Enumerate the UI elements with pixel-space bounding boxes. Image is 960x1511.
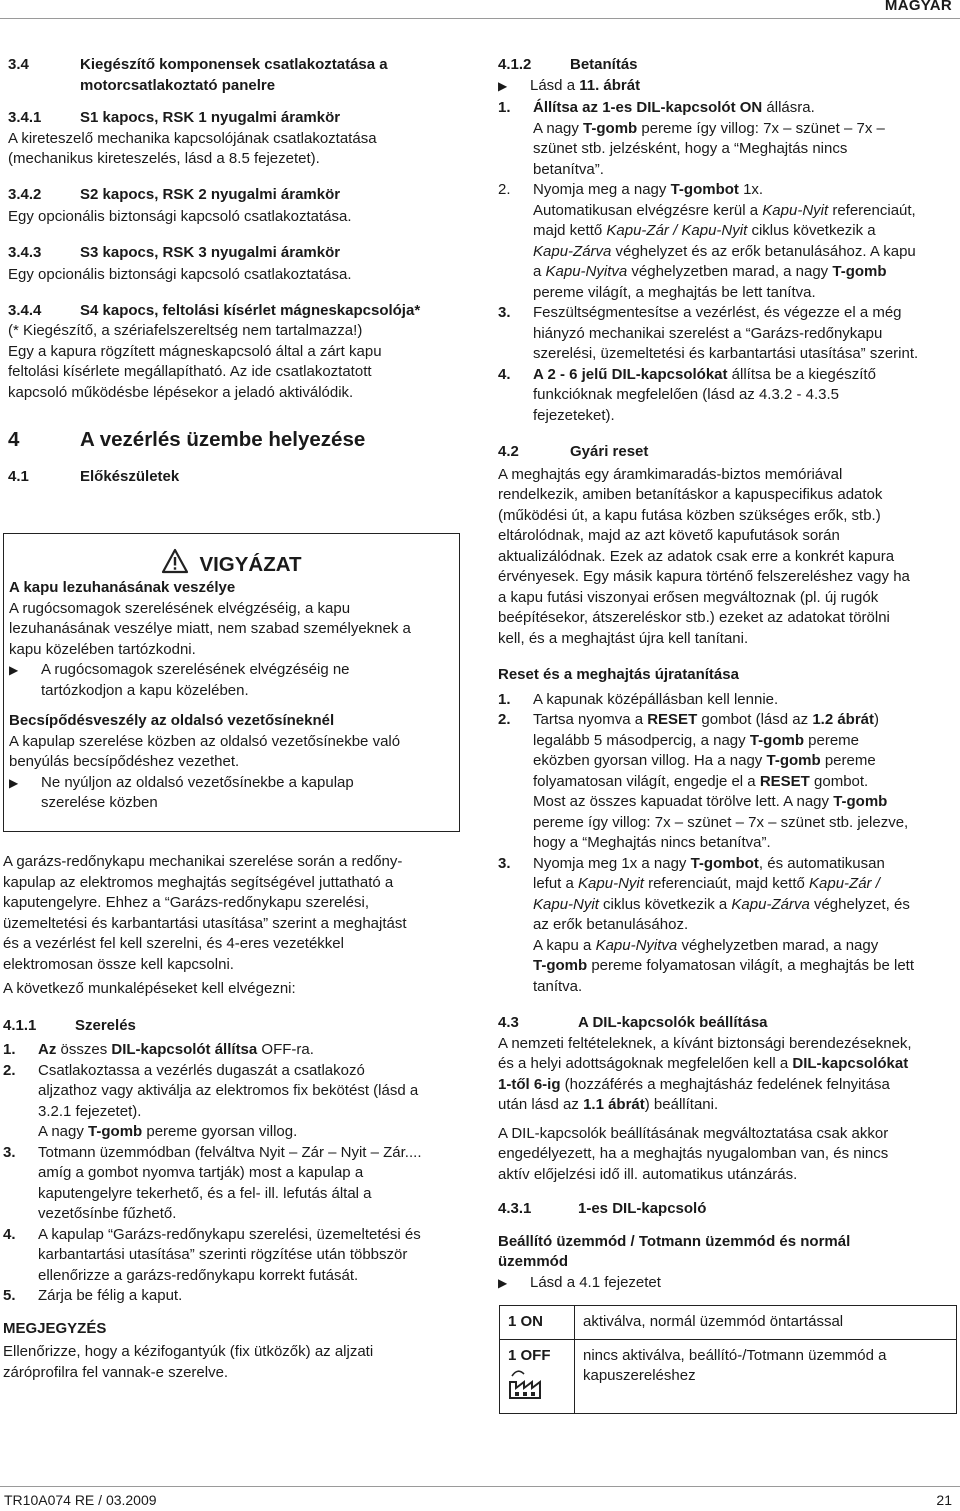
step-1: 1. Az összes DIL-kapcsolót állítsa OFF-ra. — [3, 1041, 314, 1058]
right-column — [498, 55, 956, 1293]
document-code: TR10A074 RE / 03.2009 — [4, 1492, 157, 1508]
reset-step-3: 3. Nyomja meg 1x a nagy T-gombot, és automatikusan lefut a Kapu-Nyit referenciaút, majd kettő Kapu-Zár / Kapu-Nyit ciklus következik a Kapu-Zárva véghelyzet, és az erők betanulásához. A kapu a Kapu-Nyitva véghelyzetben marad, a nagy T-gomb pereme folyamatosan világít, a meghajtás be lett tanítva. — [498, 854, 915, 995]
bullet-arrow-icon: ▶ — [498, 1275, 508, 1290]
section-4-3-1: 4.3.1 1-es DIL-kapcsoló — [498, 1200, 707, 1217]
section-3-4-4-text: (* Kiegészítő, a szériafelszereltség nem tartalmazza!) Egy a kapura rögzített mágneskapcsoló által a zárt kapu feltolási kísérlete megállapítható. Az ide csatlakoztatott kapcsoló működésbe lépésekor a jeladó aktiválódik. — [8, 322, 382, 401]
left-column-lower — [3, 852, 459, 1383]
mode-title: Beállító üzemmód / Totmann üzemmód és normál üzemmód — [498, 1232, 851, 1270]
warning-triangle-icon — [161, 548, 189, 574]
bullet-arrow-icon: ▶ — [9, 663, 19, 677]
dil-1-on-key: 1 ON — [500, 1306, 575, 1340]
see-figure-11: ▶ Lásd a 11. ábrát — [498, 76, 956, 97]
step-5: 5. Zárja be félig a kaput. — [3, 1287, 183, 1304]
warning-title: VIGYÁZAT — [4, 548, 459, 578]
note-title: MEGJEGYZÉS — [3, 1319, 107, 1337]
section-4-1-2: 4.1.2 Betanítás — [498, 56, 638, 73]
next-steps-text: A következő munkalépéseket kell elvégezni: — [3, 980, 296, 997]
teach-step-3: 3. Feszültségmentesítse a vezérlést, és végezze el a még hiányzó mechanikai szerelést a “Garázs-redőnykapu szerelési, üzemeltetési és karbantartási utasítása” szerint. — [498, 304, 919, 362]
section-3-4-1-text: A kireteszelő mechanika kapcsolójának csatlakoztatása (mechanikus kireteszelés, lásd a 8.5 fejezetet). — [8, 129, 377, 167]
dil-switch-table — [499, 1305, 957, 1414]
section-4-2: 4.2 Gyári reset — [498, 443, 649, 460]
step-3: 3. Totmann üzemmódban (felváltva Nyit – Zár – Nyit – Zár.... amíg a gombot nyomva tartják) most a kapulap a kaputengelyre tekerhető, és a fel- ill. lefutás által a vezetősínbe fűzhető. — [3, 1143, 422, 1222]
left-column — [8, 55, 460, 488]
section-3-4-4: 3.4.4 S4 kapocs, feltolási kísérlet mágneskapcsolója* — [8, 301, 421, 319]
warning-text-1: A rugócsomagok szerelésének elvégzéséig, a kapu lezuhanásának veszélye miatt, nem szabad személyeknek a kapu közelében tartózkodni. — [9, 599, 411, 658]
section-4-3: 4.3 A DIL-kapcsolók beállítása — [498, 1014, 768, 1031]
language-label: MAGYAR — [884, 0, 952, 14]
teach-step-1: 1. Állítsa az 1-es DIL-kapcsolót ON állásra. A nagy T-gomb pereme így villog: 7x – szünet – 7x – szünet stb. jelzésként, hogy a “Meghajtás nincs betanítva”. — [498, 99, 885, 178]
warning-bullet-1: ▶ A rugócsomagok szerelésének elvégzéséig ne tartózkodjon a kapu közelében. — [9, 660, 453, 701]
teach-step-2: 2. Nyomja meg a nagy T-gombot 1x. Automatikusan elvégzésre kerül a Kapu-Nyit referenciaút, majd kettő Kapu-Zár / Kapu-Nyit ciklus következik a Kapu-Zárva véghelyzet és az erők betanulásához. A kapu a Kapu-Nyitva véghelyzetben marad, a nagy T-gomb pereme világít, a meghajtás be lett tanítva. — [498, 181, 916, 301]
section-4-1-1: 4.1.1 Szerelés — [3, 1016, 136, 1034]
header-rule — [0, 0, 960, 19]
section-4-1: 4.1 Előkészületek — [8, 468, 180, 485]
dil-1-on-value: aktiválva, normál üzemmód öntartással — [575, 1306, 957, 1340]
dil-change-text: A DIL-kapcsolók beállításának megváltoztatása csak akkor engedélyezett, ha a meghajtás nyugalomban van, és nincs aktív előjelzési idő ill. automatikus utánzárás. — [498, 1124, 889, 1183]
dil-intro-text: A nemzeti feltételeknek, a kívánt biztonsági berendezéseknek, és a helyi adottságoknak megfelelően kell a DIL-kapcsolókat 1-től 6-ig (hozzáférés a meghajtásház fedelének felnyitása után lásd az 1.1 ábrát) beállítani. — [498, 1034, 912, 1113]
section-3-4-2-text: Egy opcionális biztonsági kapcsoló csatlakoztatása. — [8, 208, 352, 225]
factory-reset-text: A meghajtás egy áramkimaradás-biztos memóriával rendelkezik, amiben betanításkor a kapuspecifikus adatok (működési út, a kapu futása közben szükséges erők, stb.) eltárolódnak, majd az azt követő kapufutások során aktualizálódnak. Ezek az adatok csak erre a konkrét kapura érvényesek. Egy másik kapura történő felszereléshez vagy ha a kapu futási viszonyai erősen megváltoznak (pl. új rugók beépítésekor, átszereléskor stb.) ezeket az adatokat törölni kell, és a meghajtást újra kell tanítani. — [498, 465, 910, 647]
warning-bullet-2: ▶ Ne nyúljon az oldalsó vezetősínekbe a kapulap szerelése közben — [9, 773, 453, 814]
warning-heading-1: A kapu lezuhanásának veszélye — [9, 579, 236, 596]
note-text: Ellenőrizze, hogy a kézifogantyúk (fix ütközők) az aljzati záróprofilra fel vannak-e szerelve. — [3, 1343, 374, 1381]
warning-box — [3, 533, 460, 832]
section-3-4-3-text: Egy opcionális biztonsági kapcsoló csatlakoztatása. — [8, 266, 352, 283]
warning-text-2: A kapulap szerelése közben az oldalsó vezetősínekbe való benyúlás becsípődéshez vezethet. — [9, 732, 401, 770]
page-number: 21 — [936, 1492, 952, 1508]
bullet-arrow-icon: ▶ — [498, 78, 508, 93]
warning-heading-2: Becsípődésveszély az oldalsó vezetősíneknél — [9, 712, 335, 729]
step-4: 4. A kapulap “Garázs-redőnykapu szerelési, üzemeltetési és karbantartási utasítása” szerinti rögzítése után többször ellenőrizze a garázs-redőnykapu korrekt futását. — [3, 1225, 421, 1284]
totmann-mode-icon — [508, 1368, 542, 1400]
section-3-4-2: 3.4.2 S2 kapocs, RSK 2 nyugalmi áramkör — [8, 185, 341, 203]
reset-title: Reset és a meghajtás újratanítása — [498, 666, 739, 683]
bullet-arrow-icon: ▶ — [9, 775, 19, 790]
reset-step-1: 1. A kapunak középállásban kell lennie. — [498, 690, 779, 708]
section-3-4: 3.4 Kiegészítő komponensek csatlakoztatása a motorcsatlakoztató panelre — [8, 56, 388, 94]
see-chapter-4-1: ▶ Lásd a 4.1 fejezetet — [498, 1273, 956, 1294]
section-3-4-3: 3.4.3 S3 kapocs, RSK 3 nyugalmi áramkör — [8, 243, 341, 261]
section-3-4-1: 3.4.1 S1 kapocs, RSK 1 nyugalmi áramkör — [8, 109, 341, 126]
table-row — [500, 1306, 957, 1340]
dil-1-off-value: nincs aktiválva, beállító-/Totmann üzemmód a kapuszereléshez — [575, 1339, 957, 1413]
intro-paragraph: A garázs-redőnykapu mechanikai szerelése során a redőny- kapulap az elektromos meghajtás segítségével juttatható a kaputengelyre. Ehhez a “Garázs-redőnykapu szerelési, üzemeltetési és karbantartási utasítása” szerint a meghajtást és a vezérlést fel kell szerelni, és 4-eres vezetékkel elektromosan össze kell kapcsolni. — [3, 853, 407, 973]
table-row — [500, 1339, 957, 1413]
reset-step-2: 2. Tartsa nyomva a RESET gombot (lásd az 1.2 ábrát) legalább 5 másodpercig, a nagy T-gomb pereme eközben gyorsan villog. Ha a nagy T-gomb pereme folyamatosan világít, engedje el a RESET gombot. Most az összes kapuadat törölve lett. A nagy T-gomb pereme így villog: 7x – szünet – 7x – szünet stb. jelezve, hogy a “Meghajtás nincs betanítva”. — [498, 711, 909, 851]
dil-1-off-key: 1 OFF — [500, 1339, 575, 1413]
chapter-4-title: 4 A vezérlés üzembe helyezése — [8, 428, 366, 451]
footer-rule — [0, 1486, 960, 1487]
step-2: 2. Csatlakoztassa a vezérlés dugaszát a csatlakozó aljzathoz vagy aktiválja az elektromos fix bekötést (lásd a 3.2.1 fejezetet). A nagy T-gomb pereme gyorsan villog. — [3, 1061, 419, 1140]
teach-step-4: 4. A 2 - 6 jelű DIL-kapcsolókat állítsa be a kiegészítő funkcióknak megfelelően (lásd az 4.3.2 - 4.3.5 fejezeteket). — [498, 365, 876, 424]
